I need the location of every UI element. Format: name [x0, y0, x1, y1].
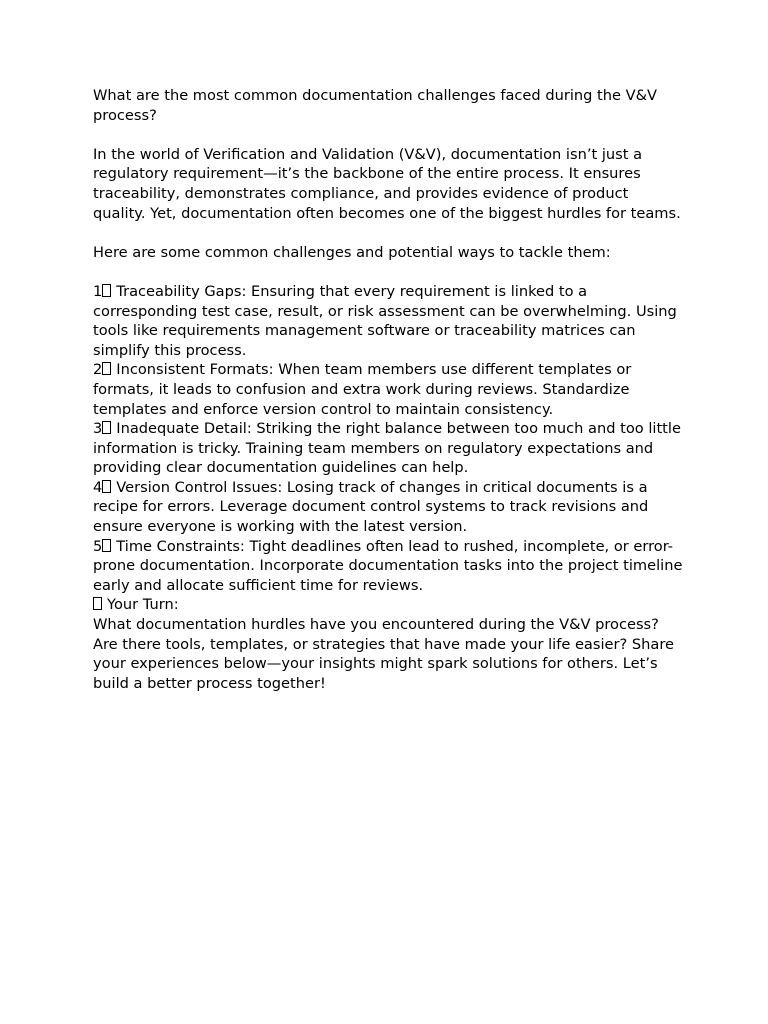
emoji-placeholder-icon [93, 597, 102, 610]
challenge-number: 1 [93, 282, 103, 300]
spacer [93, 125, 683, 145]
keycap-placeholder-icon [102, 362, 111, 375]
challenge-number: 3 [93, 420, 103, 438]
challenge-item [93, 282, 683, 360]
challenge-item [93, 360, 683, 419]
lead-in-paragraph: Here are some common challenges and potential ways to tackle them: [93, 243, 611, 261]
challenge-text: Inadequate Detail: Striking the right balance between too much and too little information is tricky. Training team members on regulatory expectations and providing clear documentation guidelines can help. [93, 420, 681, 477]
spacer [93, 223, 683, 243]
challenge-text: Time Constraints: Tight deadlines often lead to rushed, incomplete, or error-prone documentation. Incorporate documentation tasks into the project timeline early and allocate sufficient time for reviews. [93, 537, 683, 594]
document-title: What are the most common documentation challenges faced during the V&V process? [93, 87, 657, 124]
challenge-text: Traceability Gaps: Ensuring that every requirement is linked to a corresponding test case, result, or risk assessment can be overwhelming. Using tools like requirements management software or traceability matrices can simplify this process. [93, 282, 677, 359]
spacer [93, 262, 683, 282]
keycap-placeholder-icon [102, 539, 111, 552]
your-turn-heading: Your Turn: [107, 596, 179, 614]
intro-paragraph: In the world of Verification and Validation (V&V), documentation isn’t just a regulatory requirement—it’s the backbone of the entire process. It ensures traceability, demonstrates compliance, and provides evidence of product quality. Yet, documentation often becomes one of the biggest hurdles for teams. [93, 145, 681, 222]
document-body [93, 86, 683, 693]
keycap-placeholder-icon [102, 421, 111, 434]
keycap-placeholder-icon [102, 480, 111, 493]
challenge-text: Version Control Issues: Losing track of changes in critical documents is a recipe for errors. Leverage document control systems to track revisions and ensure everyone is working with the latest version. [93, 478, 649, 536]
keycap-placeholder-icon [102, 284, 111, 297]
challenge-text: Inconsistent Formats: When team members use different templates or formats, it leads to confusion and extra work during reviews. Standardize templates and enforce version control to maintain consistency. [93, 361, 632, 418]
challenge-number: 2 [93, 361, 103, 379]
closing-paragraph: What documentation hurdles have you encountered during the V&V process? Are there tools, templates, or strategies that have made your life easier? Share your experiences below—your insights might spark solutions for others. Let’s build a better process together! [93, 616, 675, 692]
challenge-number: 5 [93, 537, 103, 555]
challenge-item [93, 537, 683, 596]
your-turn-heading-line [93, 595, 683, 615]
challenge-item [93, 478, 683, 537]
challenge-number: 4 [93, 478, 103, 496]
challenge-list [93, 282, 683, 596]
challenge-item [93, 419, 683, 478]
